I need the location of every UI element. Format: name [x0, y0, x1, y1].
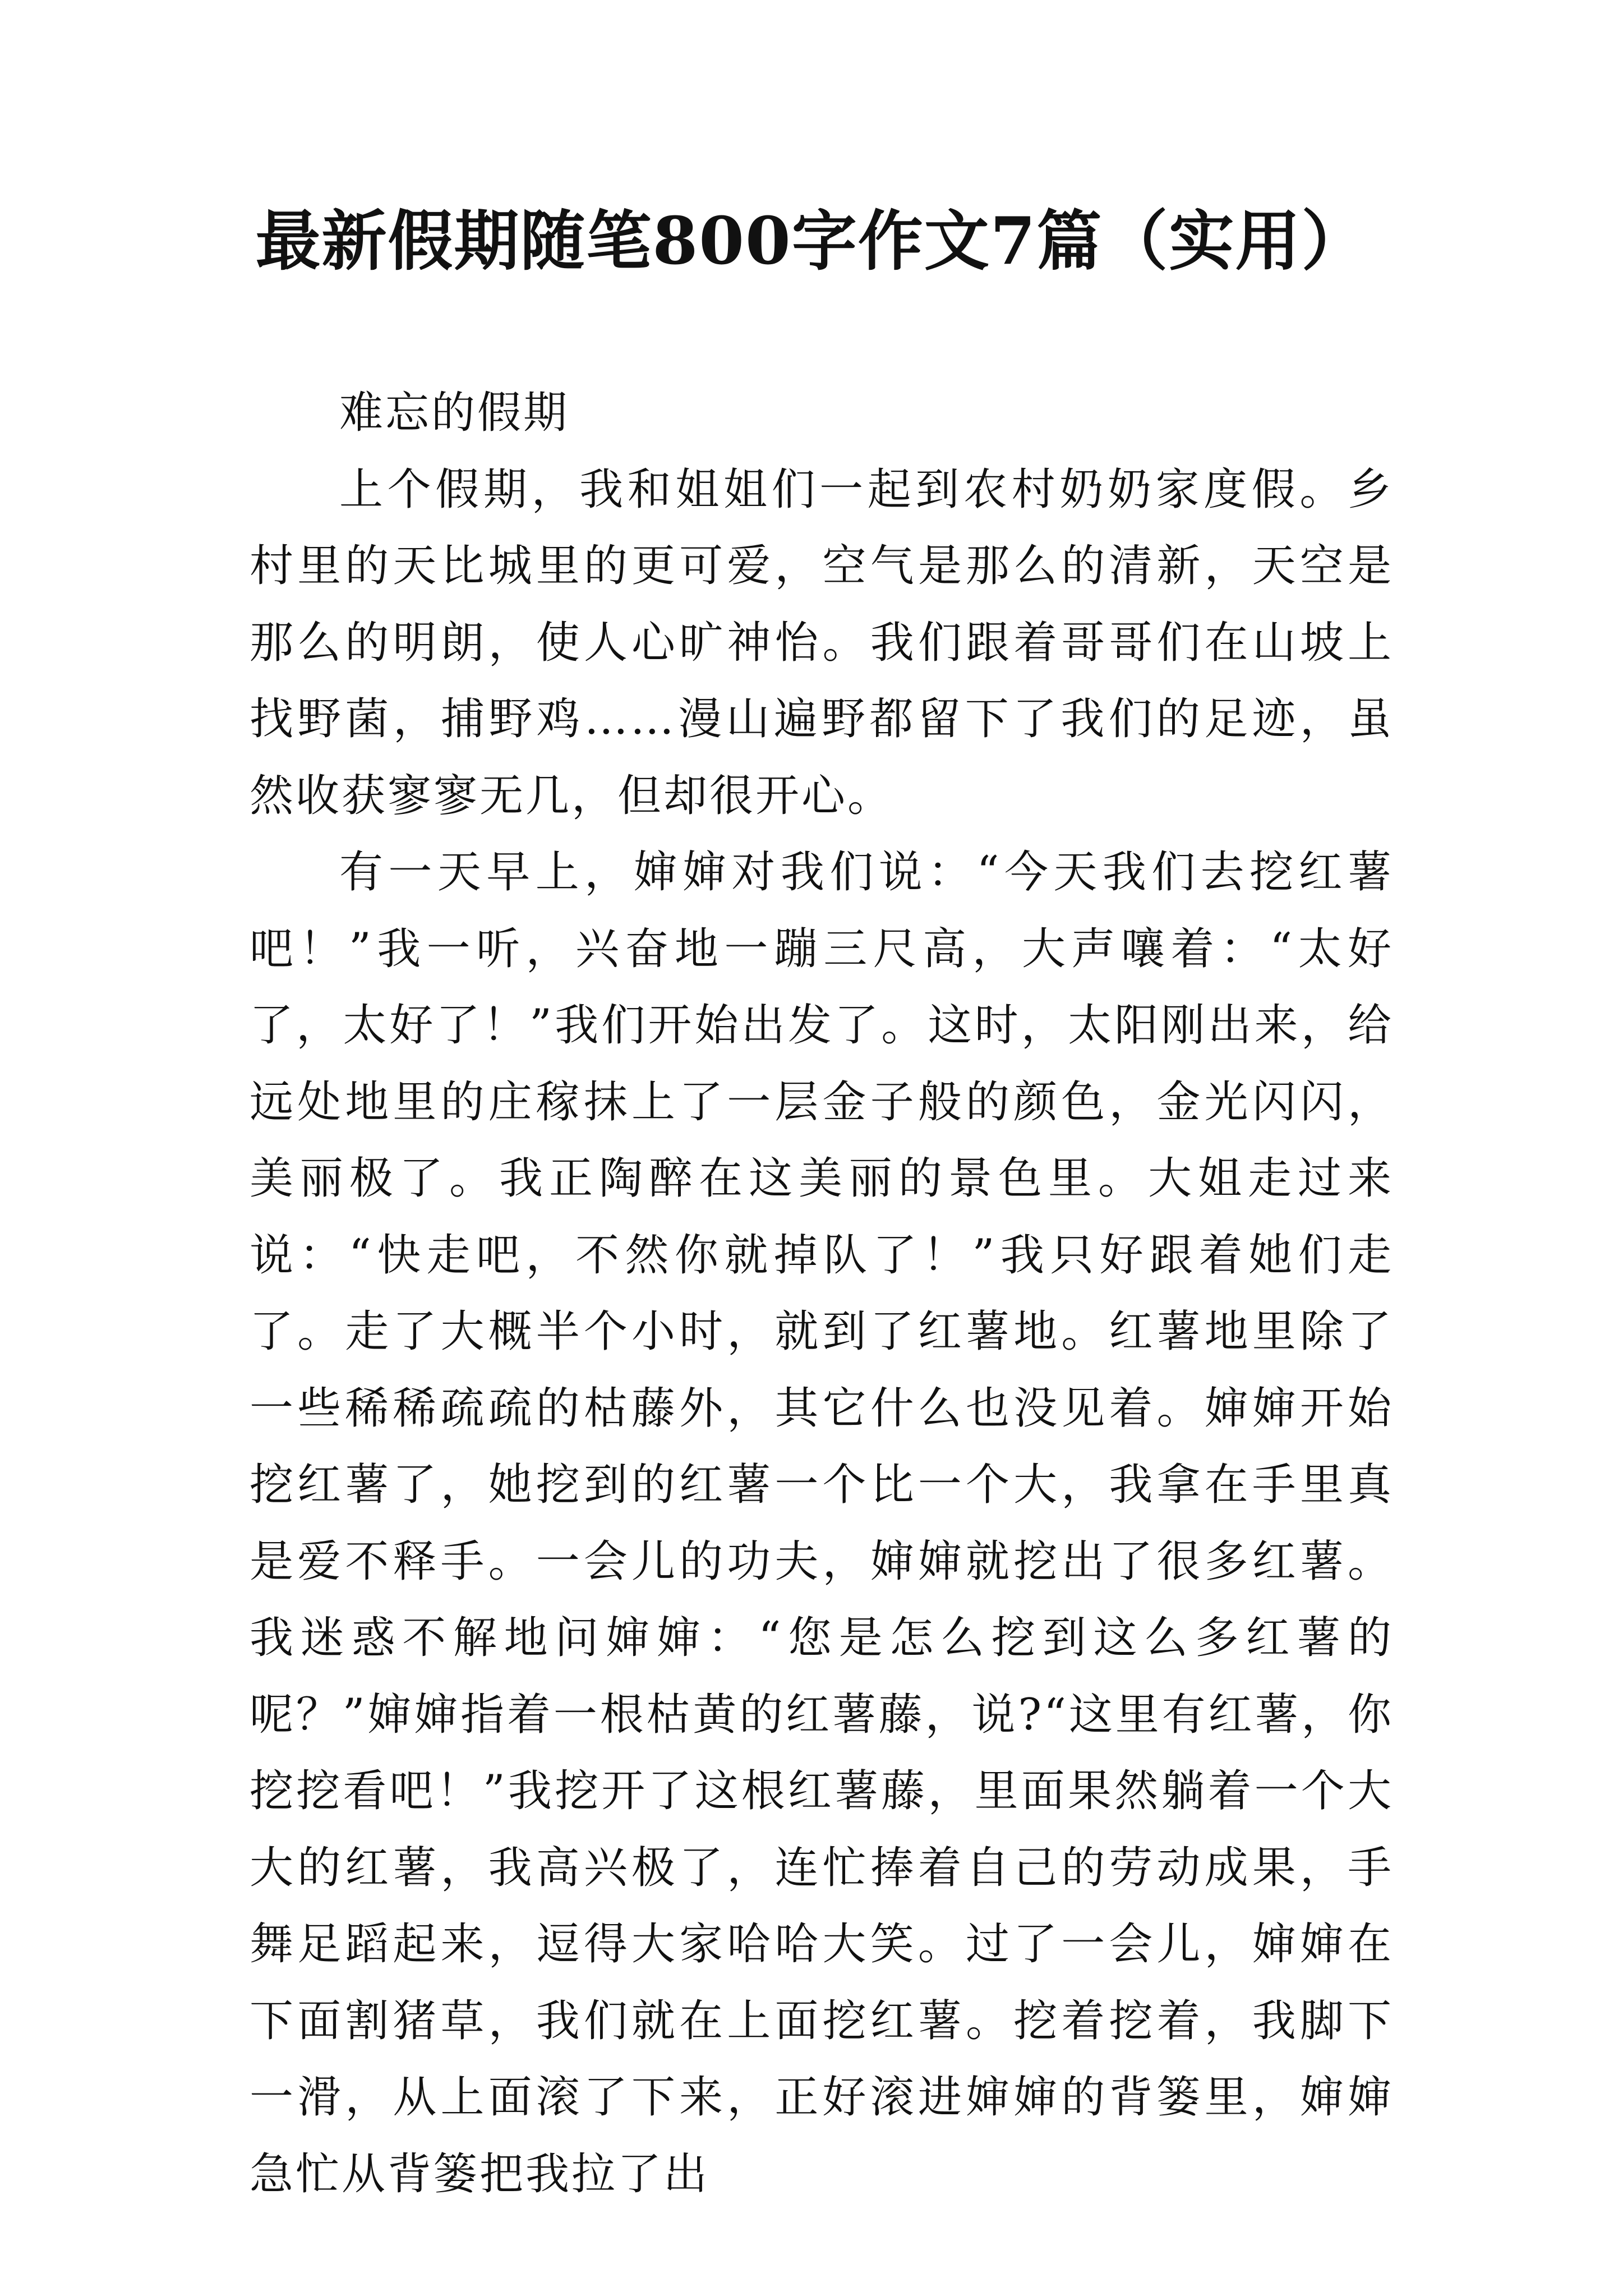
document-body	[250, 375, 1394, 2212]
section-heading: 难忘的假期	[339, 388, 570, 438]
paragraph-1: 上个假期，我和姐姐们一起到农村奶奶家度假。乡村里的天比城里的更可爱，空气是那么的清新，天空是那么的明朗，使人心旷神怡。我们跟着哥哥们在山坡上找野菌，捕野鸡……漫山遍野都留下了我们的足迹，虽然收获寥寥无几，但却很开心。	[250, 464, 1394, 821]
paragraph-2: 有一天早上，婶婶对我们说：“今天我们去挖红薯吧！”我一听，兴奋地一蹦三尺高，大声嚷着：“太好了，太好了！”我们开始出发了。这时，太阳刚出来，给远处地里的庄稼抹上了一层金子般的颜色，金光闪闪，美丽极了。我正陶醉在这美丽的景色里。大姐走过来说：“快走吧，不然你就掉队了！”我只好跟着她们走了。走了大概半个小时，就到了红薯地。红薯地里除了一些稀稀疏疏的枯藤外，其它什么也没见着。婶婶开始挖红薯了，她挖到的红薯一个比一个大，我拿在手里真是爱不释手。一会儿的功夫，婶婶就挖出了很多红薯。我迷惑不解地问婶婶：“您是怎么挖到这么多红薯的呢？”婶婶指着一根枯黄的红薯藤，说?“这里有红薯，你挖挖看吧！”我挖开了这根红薯藤，里面果然躺着一个大大的红薯，我高兴极了，连忙捧着自己的劳动成果，手舞足蹈起来，逗得大家哈哈大笑。过了一会儿，婶婶在下面割猪草，我们就在上面挖红薯。挖着挖着，我脚下一滑，从上面滚了下来，正好滚进婶婶的背篓里，婶婶急忙从背篓把我拉了出	[250, 847, 1394, 2200]
document-title: 最新假期随笔800字作文7篇（实用）	[255, 203, 1368, 279]
